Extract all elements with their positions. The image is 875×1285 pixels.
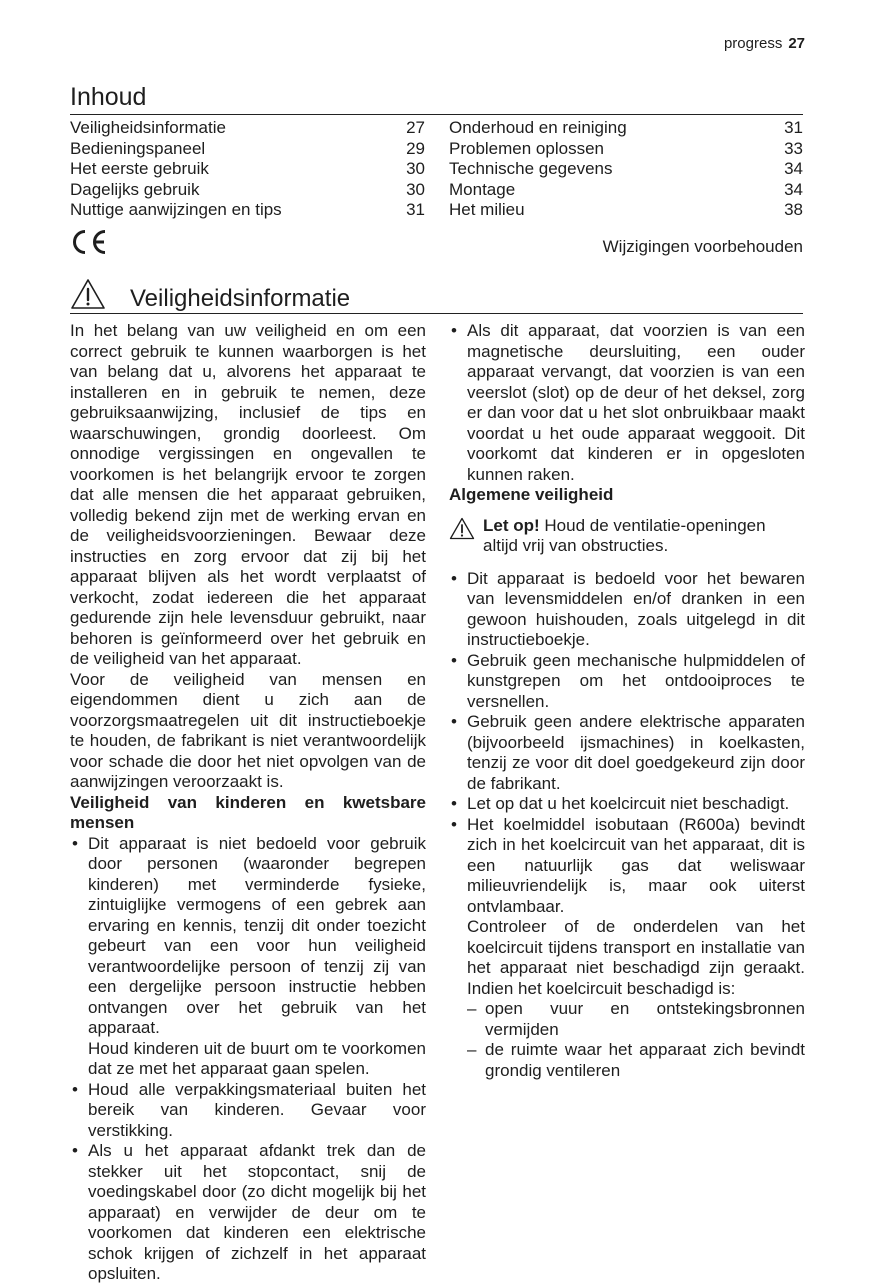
list-item: • Als dit apparaat, dat voorzien is van een magnetische deursluiting, een ouder apparaat vervangt, dat voorzien is van een veerslot (slot) op de deur of het deksel, zorg er dan voor dat u het slot onbruikbaar maakt voordat u het oude apparaat weggooit. Dit voorkomt dat kinderen er in opgesloten kunnen raken. <box>449 321 805 485</box>
toc-entry[interactable] <box>70 139 425 160</box>
toc-entry-label: Bedieningspaneel <box>70 138 206 158</box>
list-item-continuation: Controleer of de onderdelen van het koelcircuit tijdens transport en installatie van het apparaat niet beschadigd zijn geraakt. Indien het koelcircuit beschadigd is: <box>467 917 805 998</box>
toc-entry[interactable] <box>449 139 803 160</box>
toc-entry-label: Montage <box>449 179 516 199</box>
kids-safety-list-continued <box>449 321 805 485</box>
toc-entry-label: Onderhoud en reiniging <box>449 118 627 137</box>
toc-entry-page: 31 <box>406 200 425 219</box>
list-item: • Als u het apparaat afdankt trek dan de stekker uit het stopcontact, snij de voedingskabel door (zo dicht mogelijk bij het apparaat) en verwijder de deur om te voorkomen dat kinderen een elektrische schok krijgen of zichzelf in het apparaat opsluiten. <box>70 1141 426 1285</box>
toc-entry-label: Technische gegevens <box>449 159 613 178</box>
list-item: • Houd alle verpakkingsmateriaal buiten het bereik van kinderen. Gevaar voor verstikking. <box>70 1080 426 1142</box>
toc-entry-label: Het eerste gebruik <box>70 159 209 178</box>
list-item <box>70 834 426 1080</box>
toc-entry-label: Het milieu <box>449 200 525 219</box>
ce-mark-icon <box>70 229 108 255</box>
toc-entry-page: 29 <box>406 138 425 158</box>
toc-entry[interactable] <box>70 118 425 139</box>
toc-entry-page: 33 <box>784 138 803 158</box>
list-item-text: Dit apparaat is niet bedoeld voor gebruik door personen (waaronder begrepen kinderen) met verminderde fysieke, zintuiglijke vermogens of een gebrek aan ervaring en kennis, tenzij dit onder toezicht gebeurt van een voor hun veiligheid verantwoordelijke persoon of tenzij zij van een dergelijke persoon instructie hebben ontvangen over het gebruik van het apparaat. <box>88 833 426 1037</box>
toc-entry-label: Nuttige aanwijzingen en tips <box>70 200 282 219</box>
toc-entry[interactable] <box>449 159 803 180</box>
toc-entry-label: Problemen oplossen <box>449 138 604 158</box>
list-item-text: Het koelmiddel isobutaan (R600a) bevindt zich in het koelcircuit van het apparaat, dit is een natuurlijk gas dat weliswaar milieuvriendelijk is, maar ook uiterst ontvlambaar. <box>467 814 805 916</box>
list-item: • Gebruik geen andere elektrische apparaten (bijvoorbeeld ijsmachines) in koelkasten, tenzij ze voor dit doel goedgekeurd zijn door de fabrikant. <box>449 712 805 794</box>
toc-entry[interactable] <box>449 200 803 221</box>
list-item: • Let op dat u het koelcircuit niet beschadigt. <box>449 794 805 815</box>
toc-right-column <box>449 118 803 221</box>
list-item-continuation: Houd kinderen uit de buurt om te voorkomen dat ze met het apparaat gaan spelen. <box>88 1038 426 1078</box>
list-item: • Dit apparaat is bedoeld voor het bewaren van levensmiddelen en/of dranken in een gewoon huishouden, zoals uitgelegd in dit instructieboekje. <box>449 569 805 651</box>
warning-triangle-icon <box>70 278 106 310</box>
toc-entry[interactable] <box>70 180 425 201</box>
toc-entry-page: 34 <box>784 179 803 199</box>
kids-safety-heading: Veiligheid van kinderen en kwetsbare mensen <box>70 792 426 832</box>
toc-rule <box>70 114 803 115</box>
dash-list <box>467 999 805 1081</box>
warning-icon <box>449 517 475 540</box>
toc-entry-page: 30 <box>406 179 425 199</box>
section-title: Veiligheidsinformatie <box>130 285 351 312</box>
warning-note <box>449 516 805 557</box>
warning-text: Houd de ventilatie-openingen altijd vrij van obstructies. <box>483 515 766 555</box>
toc-entry-page: 31 <box>784 118 803 137</box>
changes-reserved-note: Wijzigingen voorbehouden <box>602 237 803 256</box>
toc-entry[interactable] <box>70 159 425 180</box>
toc-entry[interactable] <box>449 118 803 139</box>
page-number: 27 <box>788 35 805 52</box>
left-text-column <box>70 321 426 1285</box>
toc-entry-page: 34 <box>784 159 803 178</box>
dash-item: – de ruimte waar het apparaat zich bevindt grondig ventileren <box>467 1040 805 1081</box>
general-safety-heading: Algemene veiligheid <box>449 485 614 504</box>
intro-paragraph: Voor de veiligheid van mensen en eigendommen dient u zich aan de voorzorgsmaatregelen uit dit instructieboekje te houden, de fabrikant is niet verantwoordelijk voor schade die door het niet opvolgen van de aanwijzingen veroorzaakt is. <box>70 669 426 791</box>
section-rule <box>70 313 803 314</box>
list-item: • Gebruik geen mechanische hulpmiddelen of kunstgrepen om het ontdooiproces te versnellen. <box>449 651 805 713</box>
dash-item: – open vuur en ontstekingsbronnen vermijden <box>467 999 805 1040</box>
warning-label: Let op! <box>483 515 540 535</box>
toc-entry-page: 38 <box>784 200 803 219</box>
list-item <box>449 815 805 1082</box>
page-header <box>724 35 805 52</box>
toc-entry[interactable] <box>70 200 425 221</box>
toc-entry-page: 30 <box>406 159 425 178</box>
toc-title: Inhoud <box>70 83 147 111</box>
toc-entry[interactable] <box>449 180 803 201</box>
right-text-column <box>449 321 805 1081</box>
general-safety-list <box>449 569 805 1082</box>
toc-entry-label: Veiligheidsinformatie <box>70 118 226 137</box>
toc-left-column <box>70 118 425 221</box>
kids-safety-list <box>70 834 426 1285</box>
toc-entry-page: 27 <box>406 118 425 137</box>
toc-entry-label: Dagelijks gebruik <box>70 179 200 199</box>
header-label: progress <box>723 35 783 52</box>
intro-paragraph: In het belang van uw veiligheid en om een correct gebruik te kunnen waarborgen is het van belang dat u, alvorens het apparaat te installeren en in gebruik te nemen, deze gebruiksaanwijzing, inclusief de tips en waarschuwingen, grondig doorleest. Om onnodige vergissingen en ongevallen te voorkomen is het belangrijk ervoor te zorgen dat alle mensen die het apparaat gebruiken, volledig bekend zijn met de werking ervan en de veiligheidsvoorzieningen. Bewaar deze instructies en zorg ervoor dat zij bij het apparaat blijven als het wordt verplaatst of verkocht, zodat iedereen die het apparaat gedurende zijn hele levensduur gebruikt, naar behoren is geïnformeerd over het gebruik en de veiligheid van het apparaat. <box>70 321 426 668</box>
